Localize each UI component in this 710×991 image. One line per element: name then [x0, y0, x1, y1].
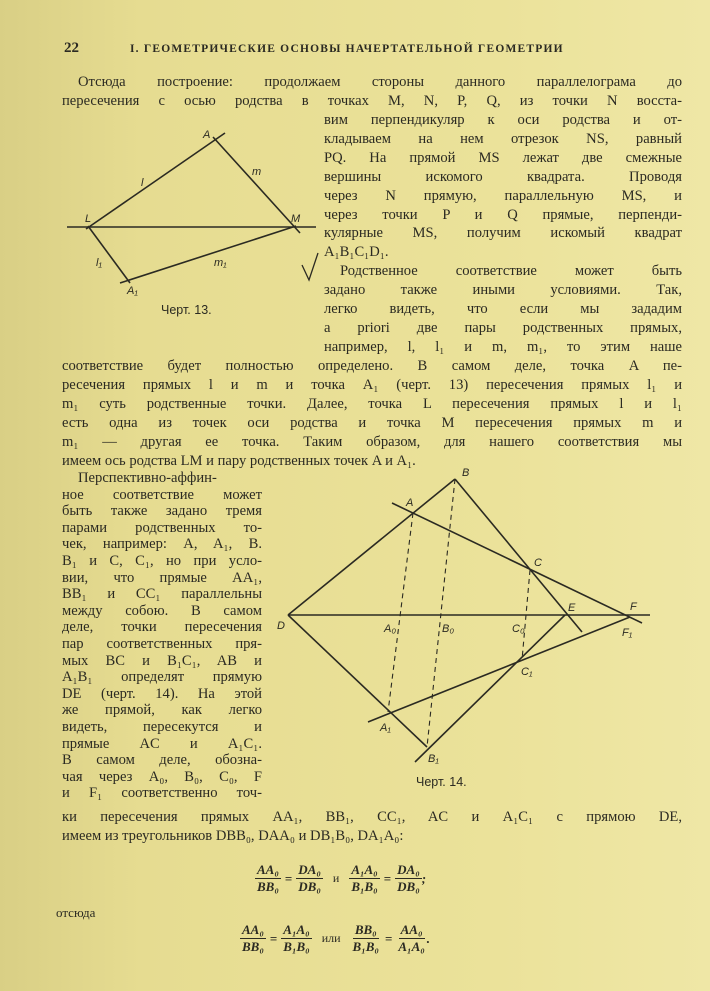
- label-A: A: [203, 129, 211, 141]
- line-DB: [288, 479, 455, 615]
- equals-sign: =: [269, 930, 278, 946]
- eq2-conj: или: [321, 931, 341, 945]
- text-line: A₁B₁ определят прямую: [62, 669, 262, 686]
- text-line: вии, что прямые AA₁,: [62, 569, 262, 586]
- label-l: l: [141, 177, 144, 189]
- label-D: D: [277, 620, 285, 632]
- text-line: кладываем на нем отрезок NS, равный: [324, 130, 682, 147]
- eq2-b-num: A₁A₀: [283, 922, 310, 937]
- text-line: Перспективно-аффин-: [78, 470, 217, 486]
- eq2-end: .: [426, 930, 431, 946]
- word-hence: отсюда: [56, 905, 96, 920]
- figure-14-caption: Черт. 14.: [416, 775, 467, 789]
- text-line: вершины искомого квадрата. Проводя: [324, 168, 682, 185]
- text-line: чая через A₀, B₀, C₀, F: [62, 768, 262, 785]
- text-line: ное соответствие может: [62, 486, 262, 503]
- eq1-a-num: AA₀: [257, 862, 279, 877]
- text-line: ресечения прямых l и m и точка A₁ (черт. 13) пересечения прямых l₁ и: [62, 376, 682, 393]
- text-line: быть также задано тремя: [62, 503, 262, 520]
- label-F1: F₁: [622, 627, 633, 639]
- text-line: пересечения с осью родства в точках M, N, P, Q, из точки N восста-: [62, 93, 682, 109]
- label-A1: A₁: [380, 722, 391, 734]
- line-A1C1: [368, 617, 630, 722]
- label-A1: A₁: [127, 285, 138, 297]
- text-line: задано также иными условиями. Так,: [324, 282, 682, 299]
- text-line: имеем из треугольников DBB₀, DAA₀ и DB₁B₀, DA₁A₀:: [62, 828, 404, 844]
- text-line: Отсюда построение: продолжаем стороны данного параллелограма до: [78, 74, 682, 90]
- page-number: 22: [64, 40, 79, 56]
- label-L: L: [85, 213, 92, 225]
- text-line: и F₁ соответственно точ-: [62, 785, 262, 802]
- text-line: деле, точки пересечения: [62, 619, 262, 636]
- text-line: В самом деле, обозна-: [62, 752, 262, 769]
- label-M: M: [291, 213, 301, 225]
- text-line: A₁B₁C₁D₁.: [324, 244, 389, 261]
- text-line: DE (черт. 14). На этой: [62, 685, 262, 702]
- label-C1: C₁: [521, 666, 533, 678]
- label-m: m: [252, 166, 262, 178]
- eq2-c-num: BB₀: [354, 922, 377, 937]
- text-line: пар соответственных пря-: [62, 636, 262, 652]
- eq1-c-num: A₁A₀: [351, 862, 378, 877]
- text-line: через N прямую, параллельную MS, и: [324, 187, 682, 204]
- label-B0: B₀: [442, 623, 454, 635]
- label-E: E: [568, 602, 576, 614]
- text-line: Родственное соответствие может быть: [340, 263, 682, 280]
- equals-sign: =: [284, 870, 293, 886]
- eq2-d-den: A₁A₀: [398, 939, 425, 954]
- text-line: соответствие будет полностью определено. В самом деле, точка A пе-: [62, 358, 682, 374]
- text-line: легко видеть, что если мы зададим: [324, 301, 682, 317]
- eq1-d-num: DA₀: [397, 862, 420, 877]
- line-BB1: [427, 479, 455, 747]
- text-line: m₁ суть родственные точки. Далее, точка L пересечения прямых l и l₁: [62, 395, 682, 412]
- equals-sign: =: [384, 930, 393, 946]
- text-line: мых BC и B₁C₁, AB и: [62, 652, 262, 669]
- figure-13-caption: Черт. 13.: [161, 303, 212, 317]
- text-line: чек, например: A, A₁, B.: [62, 536, 262, 553]
- eq1-conj: и: [332, 871, 340, 885]
- text-line: имеем ось родства LM и пару родственных точек A и A₁.: [62, 452, 416, 469]
- label-C0: C₀: [512, 623, 525, 635]
- line-AC: [392, 503, 642, 623]
- eq2-d-num: AA₀: [400, 922, 423, 937]
- eq2-c-den: B₁B₀: [352, 939, 379, 954]
- label-A0: A₀: [384, 623, 396, 635]
- text-line: через точки P и Q прямые, перпенди-: [324, 206, 682, 223]
- text-line: видеть, пересекутся и: [62, 719, 262, 735]
- text-line: вим перпендикуляр к оси родства и от-: [324, 112, 682, 128]
- label-m1: m₁: [214, 257, 227, 269]
- text-line: BB₁ и CC₁ параллельны: [62, 586, 262, 603]
- text-line: есть одна из точек оси родства и точка M пересечения прямых m и: [62, 414, 682, 431]
- label-B1: B₁: [428, 753, 439, 765]
- line-BC: [455, 479, 582, 632]
- label-C: C: [534, 557, 542, 569]
- equation-2: [240, 922, 430, 955]
- equation-1: [255, 862, 426, 895]
- eq2-a-num: AA₀: [242, 922, 264, 937]
- text-line: кулярные MS, получим искомый квадрат: [324, 225, 682, 242]
- eq1-b-den: DB₀: [298, 879, 321, 894]
- eq2-a-den: BB₀: [242, 939, 264, 954]
- text-line: между собою. В самом: [62, 602, 262, 619]
- equals-sign: =: [383, 870, 392, 886]
- text-line: B₁ и C, C₁, но при усло-: [62, 553, 262, 569]
- text-line: например, l, l₁ и m, m₁, то этим наше: [324, 338, 682, 355]
- eq2-b-den: B₁B₀: [283, 939, 310, 954]
- line-B1C1: [415, 615, 565, 762]
- label-B: B: [462, 467, 470, 479]
- eq1-end: ;: [421, 870, 427, 886]
- label-l1: l₁: [96, 257, 102, 269]
- text-line: a priori две пары родственных прямых,: [324, 319, 682, 336]
- eq1-c-den: B₁B₀: [351, 879, 378, 894]
- text-line: m₁ — другая ее точка. Таким образом, для нашего соответствия мы: [62, 433, 682, 450]
- text-line: ки пересечения прямых AA₁, BB₁, CC₁, AC и A₁C₁ с прямою DE,: [62, 809, 682, 825]
- label-F: F: [630, 601, 637, 613]
- text-line: парами родственных то-: [62, 519, 262, 536]
- label-A: A: [406, 497, 414, 509]
- line-DB1: [288, 615, 427, 747]
- text-line: PQ. На прямой MS лежат две смежные: [324, 149, 682, 166]
- text-line: прямые AC и A₁C₁.: [62, 735, 262, 752]
- eq1-a-den: BB₀: [257, 879, 279, 894]
- line-AA1: [388, 513, 413, 712]
- running-head: I. ГЕОМЕТРИЧЕСКИЕ ОСНОВЫ НАЧЕРТАТЕЛЬНОЙ ГЕОМЕТРИИ: [130, 43, 564, 55]
- eq1-d-den: DB₀: [397, 879, 420, 894]
- text-line: же прямой, как легко: [62, 702, 262, 719]
- eq1-b-num: DA₀: [298, 862, 321, 877]
